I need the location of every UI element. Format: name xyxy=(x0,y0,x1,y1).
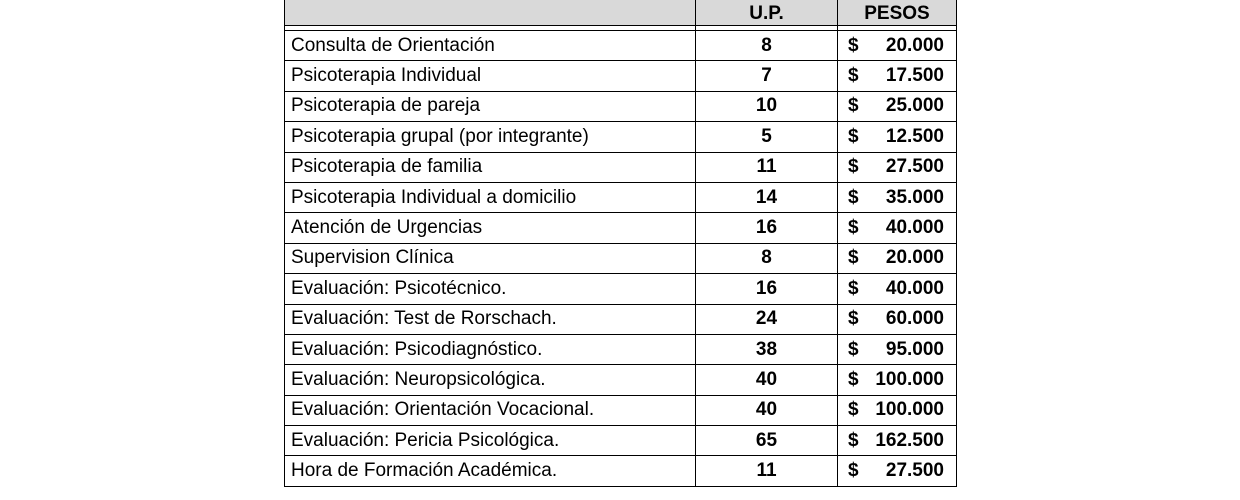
currency-symbol: $ xyxy=(848,247,859,269)
price-cell xyxy=(838,304,957,334)
service-name-cell: Supervision Clínica xyxy=(285,243,696,273)
header-service xyxy=(285,0,696,26)
price-amount: 40.000 xyxy=(885,277,944,299)
service-name-cell: Evaluación: Pericia Psicológica. xyxy=(285,426,696,456)
price-amount: 40.000 xyxy=(885,217,944,239)
price-cell xyxy=(838,334,957,364)
up-value-cell: 16 xyxy=(696,213,838,243)
price-amount: 60.000 xyxy=(885,308,944,330)
table-row xyxy=(285,91,957,121)
price-content xyxy=(848,244,944,272)
currency-symbol: $ xyxy=(848,308,859,330)
up-value-cell: 65 xyxy=(696,426,838,456)
price-amount: 100.000 xyxy=(875,368,944,390)
currency-symbol: $ xyxy=(848,217,859,239)
price-amount: 20.000 xyxy=(885,34,944,56)
currency-symbol: $ xyxy=(848,429,859,451)
price-cell xyxy=(838,365,957,395)
price-content xyxy=(848,366,944,394)
service-name-cell: Psicoterapia de familia xyxy=(285,152,696,182)
price-cell xyxy=(838,395,957,425)
table-row xyxy=(285,395,957,425)
table-row xyxy=(285,152,957,182)
up-value-cell: 8 xyxy=(696,31,838,61)
header-price: PESOS xyxy=(838,0,957,26)
currency-symbol: $ xyxy=(848,95,859,117)
service-name-cell: Evaluación: Psicodiagnóstico. xyxy=(285,334,696,364)
service-name-cell: Psicoterapia grupal (por integrante) xyxy=(285,122,696,152)
price-content xyxy=(848,457,944,485)
table-row xyxy=(285,213,957,243)
table-row xyxy=(285,274,957,304)
table-row xyxy=(285,182,957,212)
table-row xyxy=(285,31,957,61)
price-content xyxy=(848,62,944,90)
service-name-cell: Psicoterapia de pareja xyxy=(285,91,696,121)
fee-table-sheet xyxy=(284,0,956,487)
table-row xyxy=(285,122,957,152)
service-name-cell: Hora de Formación Académica. xyxy=(285,456,696,486)
up-value-cell: 40 xyxy=(696,365,838,395)
up-value-cell: 11 xyxy=(696,456,838,486)
price-cell xyxy=(838,243,957,273)
price-cell xyxy=(838,122,957,152)
price-amount: 17.500 xyxy=(885,65,944,87)
price-content xyxy=(848,396,944,424)
currency-symbol: $ xyxy=(848,65,859,87)
price-cell xyxy=(838,456,957,486)
price-amount: 20.000 xyxy=(885,247,944,269)
currency-symbol: $ xyxy=(848,125,859,147)
price-amount: 95.000 xyxy=(885,338,944,360)
table-row xyxy=(285,426,957,456)
price-content xyxy=(848,123,944,151)
up-value-cell: 16 xyxy=(696,274,838,304)
table-header xyxy=(285,0,957,26)
table-row xyxy=(285,456,957,486)
price-content xyxy=(848,153,944,181)
service-name-cell: Psicoterapia Individual xyxy=(285,61,696,91)
service-name-cell: Atención de Urgencias xyxy=(285,213,696,243)
price-cell xyxy=(838,182,957,212)
up-value-cell: 40 xyxy=(696,395,838,425)
up-value-cell: 11 xyxy=(696,152,838,182)
price-content xyxy=(848,214,944,242)
currency-symbol: $ xyxy=(848,460,859,482)
service-name-cell: Evaluación: Orientación Vocacional. xyxy=(285,395,696,425)
currency-symbol: $ xyxy=(848,277,859,299)
up-value-cell: 38 xyxy=(696,334,838,364)
price-amount: 12.500 xyxy=(885,125,944,147)
price-content xyxy=(848,305,944,333)
price-amount: 25.000 xyxy=(885,95,944,117)
price-content xyxy=(848,336,944,364)
service-name-cell: Evaluación: Psicotécnico. xyxy=(285,274,696,304)
price-content xyxy=(848,92,944,120)
price-content xyxy=(848,184,944,212)
price-amount: 27.500 xyxy=(885,156,944,178)
header-up: U.P. xyxy=(696,0,838,26)
table-row xyxy=(285,365,957,395)
currency-symbol: $ xyxy=(848,156,859,178)
price-cell xyxy=(838,152,957,182)
service-name-cell: Evaluación: Neuropsicológica. xyxy=(285,365,696,395)
table-row xyxy=(285,304,957,334)
currency-symbol: $ xyxy=(848,34,859,56)
currency-symbol: $ xyxy=(848,186,859,208)
currency-symbol: $ xyxy=(848,338,859,360)
up-value-cell: 24 xyxy=(696,304,838,334)
table-body xyxy=(285,26,957,487)
price-amount: 27.500 xyxy=(885,460,944,482)
price-amount: 162.500 xyxy=(875,429,944,451)
price-cell xyxy=(838,274,957,304)
price-cell xyxy=(838,213,957,243)
price-content xyxy=(848,275,944,303)
header-row xyxy=(285,0,957,26)
up-value-cell: 10 xyxy=(696,91,838,121)
currency-symbol: $ xyxy=(848,368,859,390)
up-value-cell: 5 xyxy=(696,122,838,152)
price-cell xyxy=(838,61,957,91)
up-value-cell: 7 xyxy=(696,61,838,91)
price-amount: 35.000 xyxy=(885,186,944,208)
price-amount: 100.000 xyxy=(875,399,944,421)
price-cell xyxy=(838,426,957,456)
price-cell xyxy=(838,31,957,61)
up-value-cell: 8 xyxy=(696,243,838,273)
currency-symbol: $ xyxy=(848,399,859,421)
table-row xyxy=(285,334,957,364)
fee-table xyxy=(284,0,957,487)
up-value-cell: 14 xyxy=(696,182,838,212)
table-row xyxy=(285,243,957,273)
table-row xyxy=(285,61,957,91)
service-name-cell: Consulta de Orientación xyxy=(285,31,696,61)
service-name-cell: Evaluación: Test de Rorschach. xyxy=(285,304,696,334)
price-content xyxy=(848,32,944,60)
price-cell xyxy=(838,91,957,121)
service-name-cell: Psicoterapia Individual a domicilio xyxy=(285,182,696,212)
price-content xyxy=(848,427,944,455)
